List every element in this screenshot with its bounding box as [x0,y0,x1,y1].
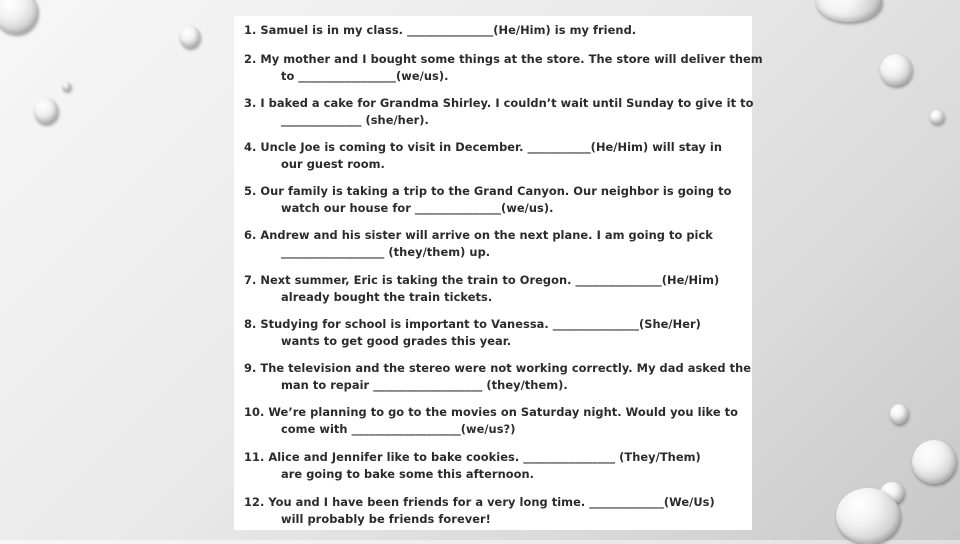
question-continuation: will probably be friends forever! [281,511,491,526]
water-droplet [912,440,956,484]
question-text: 9. The television and the stereo were not working correctly. My dad asked the [244,361,752,375]
water-droplet [62,82,71,91]
water-droplet [0,0,38,34]
question-3 [244,95,754,128]
question-2 [244,51,763,84]
question-continuation: watch our house for _______________(we/us). [281,200,554,215]
question-7 [244,272,744,305]
question-continuation: already bought the train tickets. [281,289,493,304]
question-text: 8. Studying for school is important to Vanessa. _______________(She/Her) [244,317,701,331]
question-1 [244,22,744,39]
water-droplet [880,54,912,86]
question-text: 7. Next summer, Eric is taking the train to Oregon. _______________(He/Him) [244,273,720,287]
question-8 [244,316,744,349]
question-text: 6. Andrew and his sister will arrive on the next plane. I am going to pick [244,228,713,242]
question-continuation: to _________________(we/us). [281,68,449,83]
water-droplet [816,0,882,22]
water-droplet [890,404,908,424]
question-11 [244,449,744,482]
question-continuation: wants to get good grades this year. [281,333,512,348]
question-9 [244,360,752,393]
question-4 [244,139,744,172]
question-text: 5. Our family is taking a trip to the Grand Canyon. Our neighbor is going to [244,184,732,198]
question-text: 2. My mother and I bought some things at the store. The store will deliver them [244,52,763,66]
question-6 [244,227,744,260]
question-text: 3. I baked a cake for Grandma Shirley. I couldn’t wait until Sunday to give it to [244,96,754,110]
question-text: 11. Alice and Jennifer like to bake cookies. ________________ (They/Them) [244,450,701,464]
question-continuation: __________________ (they/them) up. [281,244,491,259]
question-5 [244,183,744,216]
question-text: 12. You and I have been friends for a very long time. _____________(We/Us) [244,495,715,509]
water-droplet [836,488,900,544]
question-12 [244,494,744,527]
pronoun-worksheet [234,16,763,530]
water-droplet [930,110,944,124]
water-droplet [180,26,200,48]
question-continuation: our guest room. [281,156,385,171]
question-text: 1. Samuel is in my class. _______________(He/Him) is my friend. [244,23,637,37]
question-10 [244,404,744,437]
question-text: 10. We’re planning to go to the movies on Saturday night. Would you like to [244,405,739,419]
water-droplet [34,98,58,124]
question-continuation: ______________ (she/her). [281,112,429,127]
question-continuation: are going to bake some this afternoon. [281,466,535,481]
question-continuation: come with ___________________(we/us?) [281,421,516,436]
question-continuation: man to repair ___________________ (they/them). [281,377,568,392]
question-text: 4. Uncle Joe is coming to visit in December. ___________(He/Him) will stay in [244,140,723,154]
